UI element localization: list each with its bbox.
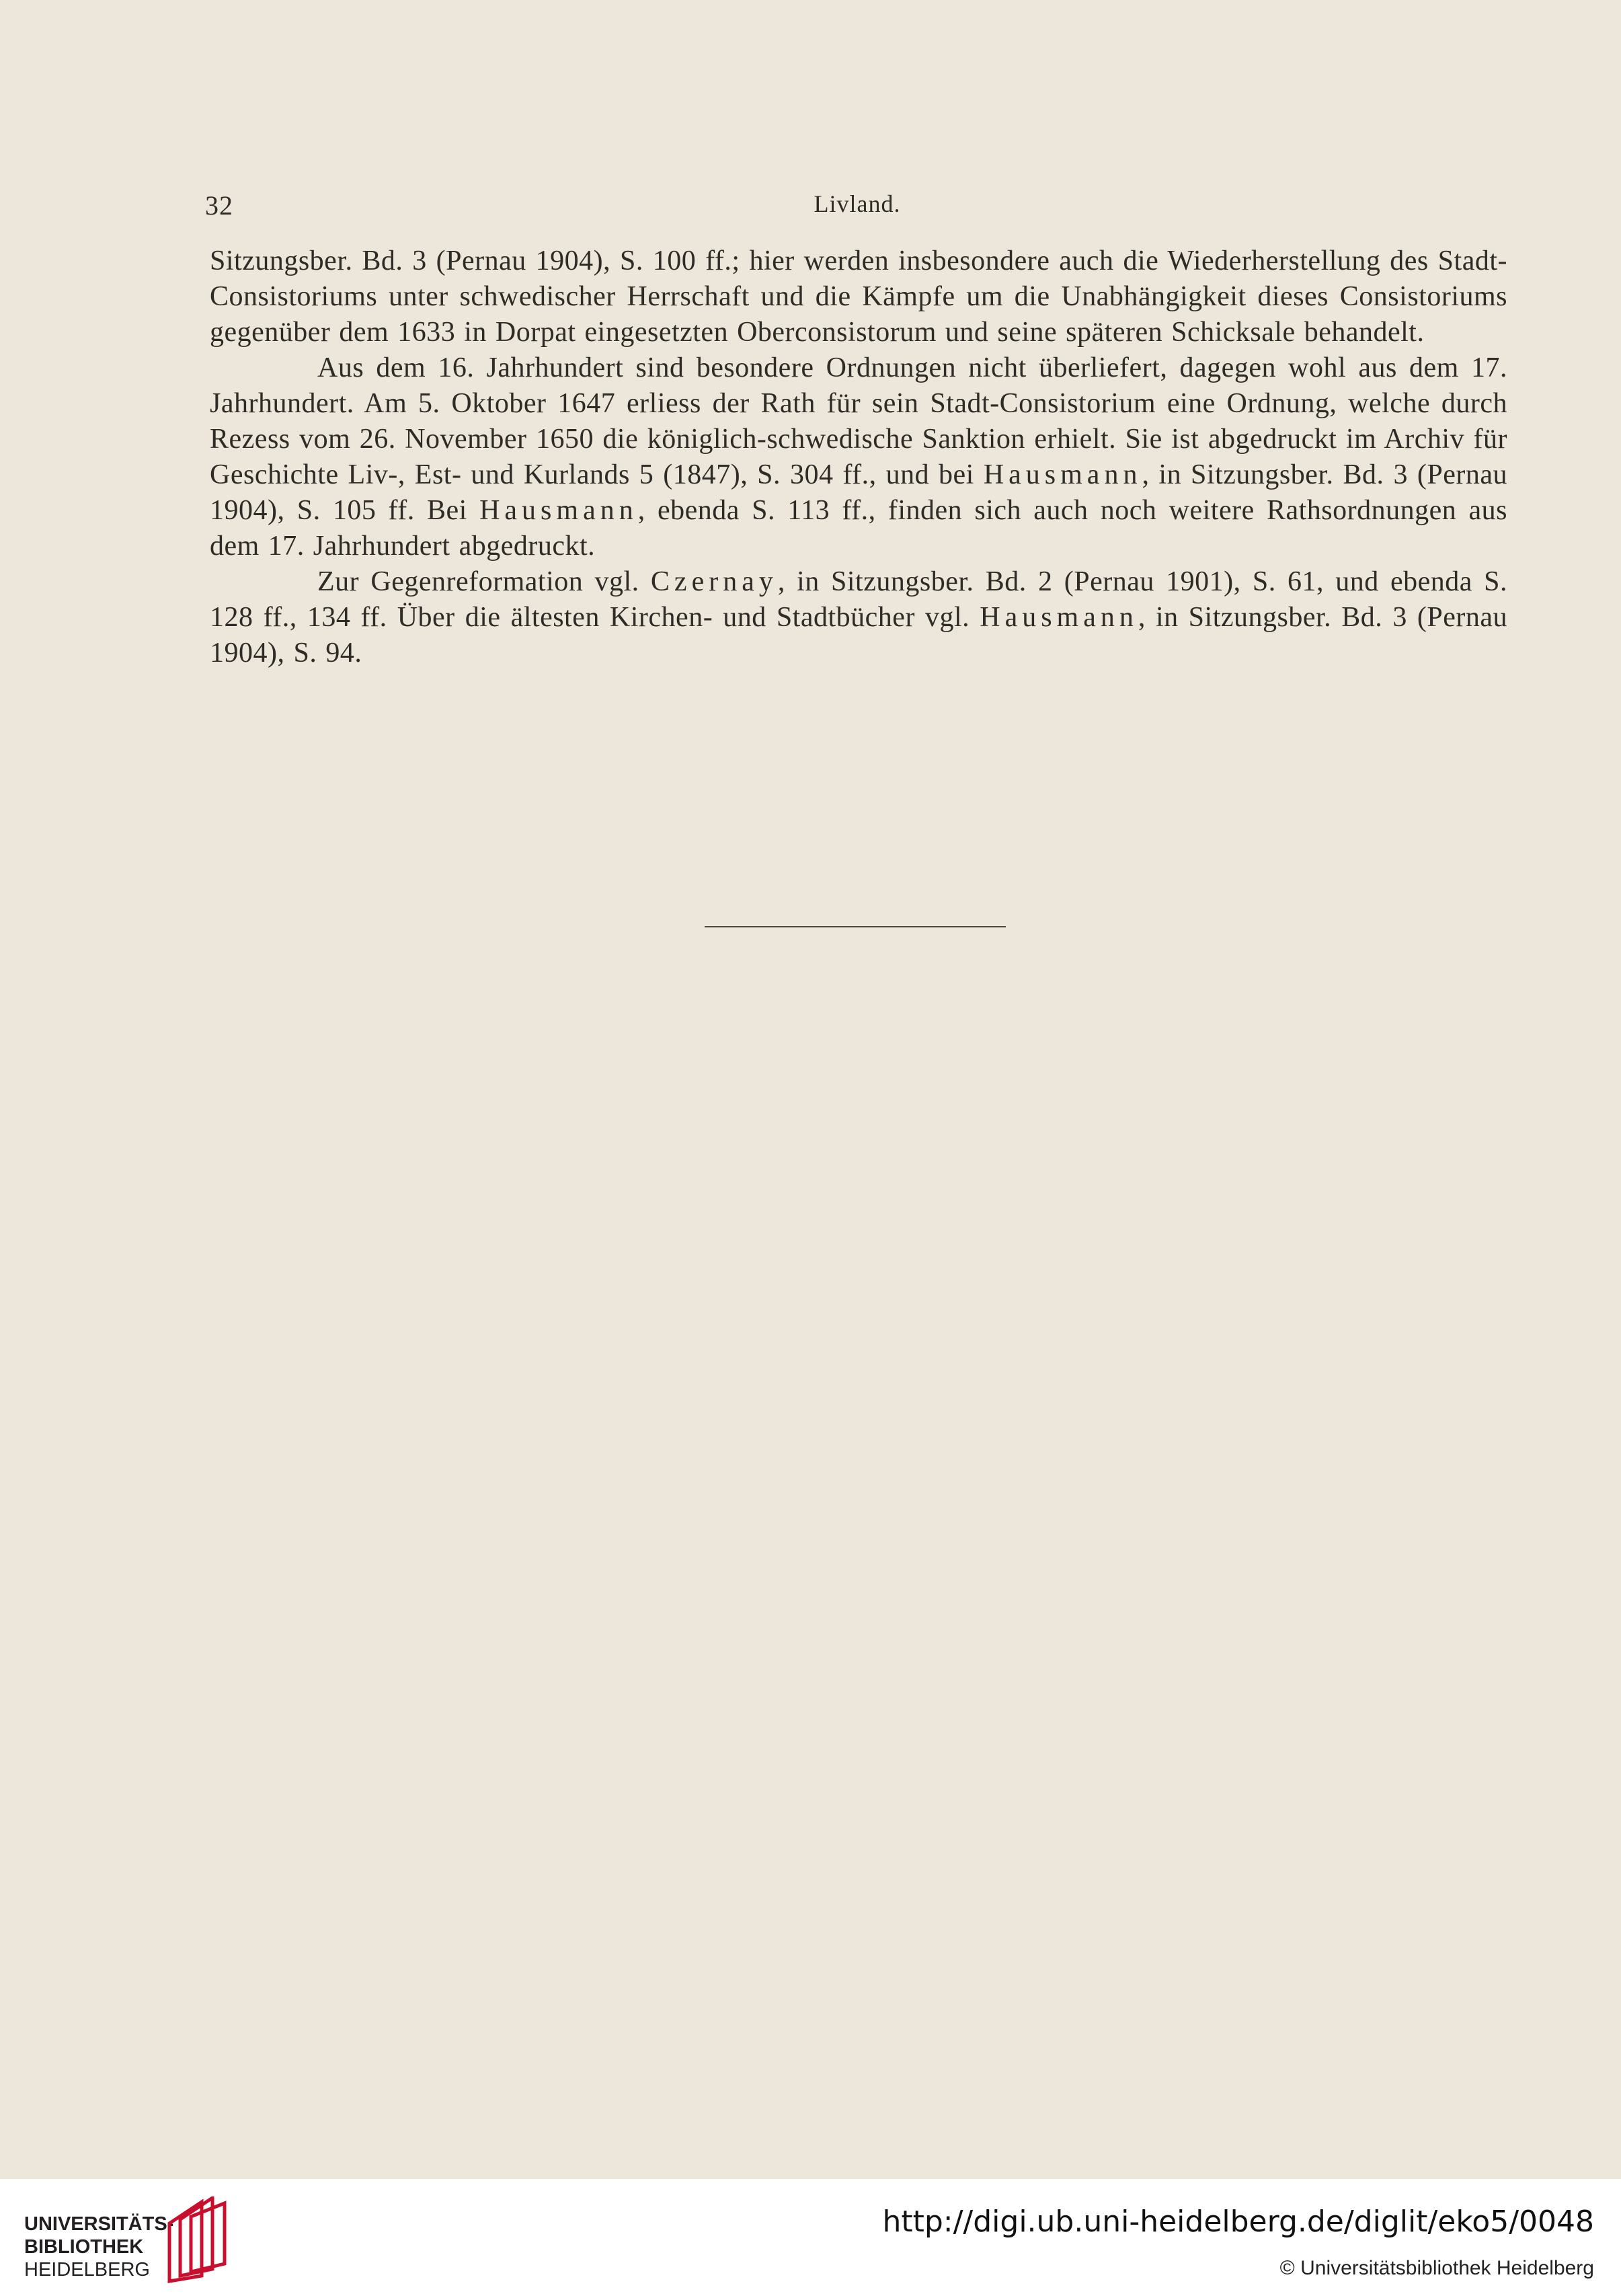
- paragraph-2: [210, 350, 1507, 564]
- footer-bar: [0, 2179, 1621, 2296]
- author-name-hausmann: Hausmann: [980, 602, 1138, 633]
- paragraph-3: [210, 564, 1507, 671]
- library-book-icon: [163, 2196, 243, 2284]
- library-logo[interactable]: [24, 2196, 239, 2284]
- permalink-url[interactable]: http://digi.ub.uni-heidelberg.de/diglit/eko5/0048: [882, 2205, 1594, 2239]
- body-text: [210, 243, 1507, 671]
- logo-line-2: BIBLIOTHEK: [24, 2236, 144, 2258]
- running-head: Livland.: [814, 190, 901, 217]
- paragraph-2-text-b: , in Sitzungsber. Bd. 3 (Pernau 1904), S. 105 ff. Bei: [210, 459, 1508, 526]
- paragraph-3-text-a: Zur Gegenreformation vgl.: [317, 566, 651, 597]
- section-divider-rule: [705, 926, 1006, 927]
- author-name-czernay: Czernay: [650, 566, 778, 597]
- library-logo-text: [24, 2213, 173, 2281]
- paragraph-2-text-a: Aus dem 16. Jahrhundert sind besondere Ordnungen nicht überliefert, dagegen wohl aus dem 17. Jahrhundert. Am 5. Oktober 1647 erliess der Rath für sein Stadt-Consistorium eine Ordnung, welche durch Rezess vom 26. November 1650 die königlich-schwedische Sanktion erhielt. Sie ist abgedruckt im Archiv für Geschichte Liv-, Est- und Kurlands 5 (1847), S. 304 ff., und bei: [210, 352, 1507, 490]
- logo-line-3: HEIDELBERG: [24, 2259, 150, 2281]
- paragraph-1: Sitzungsber. Bd. 3 (Pernau 1904), S. 100 ff.; hier werden insbesondere auch die Wiederherstellung des Stadt-Consistoriums unter schwedischer Herrschaft und die Kämpfe um die Unabhängigkeit dieses Consistoriums gegenüber dem 1633 in Dorpat eingesetzten Oberconsistorum und seine späteren Schicksale behandelt.: [210, 245, 1507, 348]
- paragraph-3-text-b: , in Sitzungsber. Bd. 2 (Pernau 1901), S. 61, und ebenda S. 128 ff., 134 ff. Über die ältesten Kirchen- und Stadtbücher vgl.: [210, 566, 1507, 633]
- copyright-notice: © Universitätsbibliothek Heidelberg: [1279, 2257, 1594, 2279]
- page-header: [205, 190, 1509, 223]
- paragraph-3-text-c: , in Sitzungsber. Bd. 3 (Pernau 1904), S. 94.: [210, 602, 1507, 668]
- page-number: 32: [205, 190, 233, 221]
- logo-line-1: UNIVERSITÄTS-: [24, 2213, 174, 2235]
- paragraph-2-text-c: , ebenda S. 113 ff., finden sich auch noch weitere Rathsordnungen aus dem 17. Jahrhundert abgedruckt.: [210, 495, 1507, 562]
- author-name-hausmann: Hausmann: [479, 495, 638, 526]
- author-name-hausmann: Hausmann: [983, 459, 1142, 490]
